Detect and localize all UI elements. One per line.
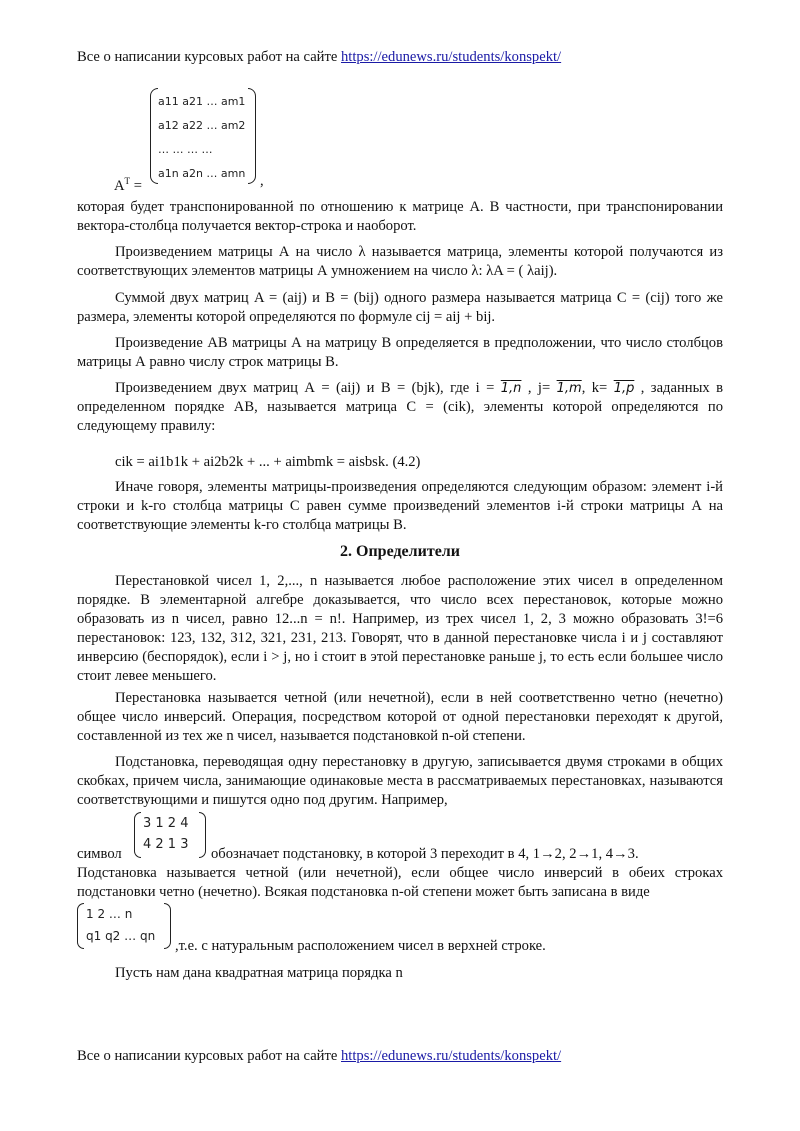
sub-right-bracket bbox=[199, 812, 206, 858]
gen-left-bracket bbox=[77, 903, 84, 949]
sub-left-bracket bbox=[134, 812, 141, 858]
footer-link[interactable]: https://edunews.ru/students/konspekt/ bbox=[341, 1048, 562, 1064]
transpose-label: $A^T$ = bbox=[114, 176, 142, 194]
header-link[interactable]: https://edunews.ru/students/konspekt/ bbox=[341, 49, 562, 65]
matrix-row: a12 a22 … am2 bbox=[158, 119, 246, 132]
paragraph-elements: Иначе говоря, элементы матрицы-произведения определяются следующим образом: элемент i-й строки и k-го столбца матрицы С равен сумме произведений элементов i-й строки матрицы А на соответствующие элементы k-го столбца матрицы В. bbox=[77, 479, 723, 533]
range-k: 1,p bbox=[613, 381, 635, 396]
range-j: 1,m bbox=[556, 381, 582, 396]
paragraph-transpose: которая будет транспонированной по отношению к матрице А. В частности, при транспонировании вектора-столбца получается вектор-строка и наоборот. bbox=[77, 199, 723, 234]
page-header bbox=[77, 48, 561, 67]
matrix-row: 1 2 … n bbox=[86, 907, 133, 921]
paragraph-natural-order: ,т.е. с натуральным расположением чисел в верхней строке. bbox=[175, 938, 546, 954]
range-i: 1,n bbox=[500, 381, 522, 396]
symbol-word: символ bbox=[77, 846, 122, 862]
footer-text: Все о написании курсовых работ на сайте bbox=[77, 1048, 341, 1064]
paragraph-product-condition: Произведение АВ матрицы А на матрицу В определяется в предположении, что число столбцов матрицы А равно числу строк матрицы В. bbox=[77, 335, 723, 370]
matrix-row: 4 2 1 3 bbox=[143, 837, 189, 852]
formula-4-2: cik = ai1b1k + ai2b2k + ... + aimbmk = aisbsk. (4.2) bbox=[115, 454, 421, 470]
paragraph-substitution: Подстановка, переводящая одну перестановку в другую, записывается двумя строками в общих скобках, причем числа, занимающие одинаковые места в рассматриваемых перестановках, называются соответствующими и пишутся одно под другим. Например, bbox=[77, 754, 723, 808]
matrix-row: q1 q2 … qn bbox=[86, 929, 156, 943]
paragraph-parity: Перестановка называется четной (или нечетной), если в ней соответственно четно (нечетно) общее число инверсий. Операция, посредством которой от одной перестановки переходят к другой, составленной из тех же n чисел, называется подстановкой n-ой степени. bbox=[77, 690, 723, 744]
matrix-row: … … … … bbox=[158, 143, 213, 156]
gen-right-bracket bbox=[164, 903, 171, 949]
matrix-row: a11 a21 … am1 bbox=[158, 95, 246, 108]
header-text: Все о написании курсовых работ на сайте bbox=[77, 49, 341, 65]
paragraph-square-matrix: Пусть нам дана квадратная матрица порядка n bbox=[115, 965, 403, 981]
paragraph-substitution-example: обозначает подстановку, в которой 3 переходит в 4, 1→2, 2→1, 4→3. bbox=[211, 846, 639, 862]
page-footer bbox=[77, 1047, 561, 1066]
paragraph-sum: Суммой двух матриц A = (aij) и B = (bij) одного размера называется матрица C = (cij) того же размера, элементы которой определяются по формуле cij = aij + bij. bbox=[77, 290, 723, 325]
transpose-left-bracket bbox=[150, 88, 158, 184]
transpose-right-bracket bbox=[248, 88, 256, 184]
section-heading: 2. Определители bbox=[340, 543, 460, 560]
paragraph-substitution-parity: Подстановка называется четной (или нечетной), если общее число инверсий в обеих строках подстановки четно (нечетно). Всякая подстановка n-ой степени может быть записана в виде bbox=[77, 865, 723, 900]
paragraph-permutation: Перестановкой чисел 1, 2,..., n называется любое расположение этих чисел в определенном порядке. В элементарной алгебре доказывается, что число всех перестановок, которые можно образовать из n чисел, равно 12...n = n!. Например, из трех чисел 1, 2, 3 можно образовать 3!=6 перестановок: 123, 132, 312, 321, 231, 213. Говорят, что в данной перестановке числа i и j составляют инверсию (беспорядок), если i > j, но i стоит в этой перестановке раньше j, то есть если большее число стоит левее меньшего. bbox=[77, 573, 723, 684]
transpose-comma: , bbox=[260, 173, 264, 189]
matrix-row: a1n a2n … amn bbox=[158, 167, 246, 180]
paragraph-product-definition: Произведением двух матриц А = (aij) и В = (bjk), где i = 1,n , j= 1,m, k= 1,p , заданных в определенном порядке АВ, называется матрица С = (cik), элементы которой определяются по следующему правилу: bbox=[77, 380, 723, 434]
matrix-row: 3 1 2 4 bbox=[143, 816, 189, 831]
paragraph-scalar: Произведением матрицы А на число λ называется матрица, элементы которой получаются из соответствующих элементов матрицы А умножением на число λ: λA = ( λaij). bbox=[77, 244, 723, 279]
